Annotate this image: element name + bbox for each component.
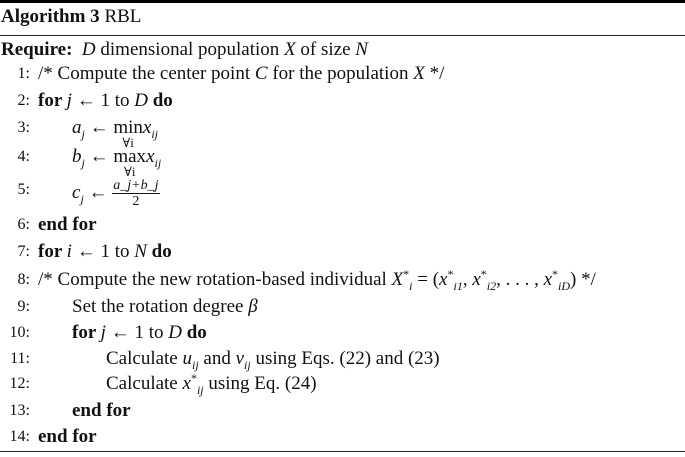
line-content (38, 62, 444, 86)
line-content (38, 240, 172, 264)
keyword: do (147, 90, 173, 111)
line-number: 4: (17, 148, 30, 165)
text: */ (424, 63, 445, 84)
math-symbol: * (403, 267, 410, 281)
math-symbol: N (134, 241, 147, 262)
text: /* Compute the new rotation-based individual (38, 269, 392, 290)
math-fraction (112, 178, 159, 209)
line-number: 12: (9, 375, 30, 392)
line-content (72, 399, 131, 423)
math-symbol: * (447, 267, 454, 281)
text: Calculate (106, 348, 183, 369)
math-symbol: j (81, 127, 85, 141)
math-operator (113, 116, 143, 150)
bottom-rule (0, 451, 685, 452)
line-number: 3: (17, 119, 30, 136)
fraction-numerator: a_j+b_j (113, 178, 159, 193)
text: ) */ (570, 269, 596, 290)
text: ← 1 to (71, 90, 135, 111)
text: , (462, 269, 473, 290)
keyword: for (72, 322, 101, 343)
line-number: 6: (17, 216, 30, 233)
math-symbol: x (182, 373, 191, 394)
math-symbol: ij (196, 383, 204, 397)
math-symbol: ij (154, 156, 162, 170)
math-symbol: X (284, 39, 296, 60)
text: using Eqs. (22) and (23) (250, 348, 440, 369)
math-symbol: β (248, 296, 258, 317)
text: using Eq. (24) (203, 373, 317, 394)
math-symbol: X (413, 63, 425, 84)
operator-subscript: ∀i (122, 135, 134, 150)
line-number: 10: (9, 324, 30, 341)
line-number: 11: (10, 350, 30, 367)
keyword: Require: (1, 39, 73, 60)
keyword: do (181, 322, 207, 343)
math-symbol: x (142, 117, 152, 138)
math-symbol: x (543, 269, 553, 290)
keyword: end for (38, 426, 97, 447)
operator: min (113, 117, 143, 138)
line-content (106, 372, 317, 396)
line-content (38, 89, 173, 113)
math-symbol: D (134, 90, 148, 111)
keyword: end for (72, 400, 131, 421)
math-symbol: N (355, 39, 368, 60)
line-number: 9: (17, 298, 30, 315)
operator: max (113, 146, 147, 167)
text: ← 1 to (71, 241, 135, 262)
math-symbol: * (190, 371, 197, 385)
text: dimensional population (95, 39, 285, 60)
math-symbol: b (72, 146, 82, 167)
line-content (38, 268, 596, 292)
text: Set the rotation degree (72, 296, 249, 317)
line-number: 8: (17, 271, 30, 288)
keyword: end for (38, 214, 97, 235)
algorithm-caption (1, 5, 141, 29)
math-symbol: i2 (486, 279, 497, 293)
math-symbol: C (254, 63, 268, 84)
math-symbol: x (146, 146, 155, 167)
text: Calculate (106, 373, 183, 394)
math-symbol: u (182, 348, 192, 369)
algorithm-label: Algorithm 3 (1, 6, 100, 27)
line-number: 7: (17, 243, 30, 260)
top-rule (0, 0, 685, 3)
text: ← 1 to (105, 322, 169, 343)
line-number: 5: (17, 181, 30, 198)
line-content (72, 178, 160, 209)
math-symbol: i1 (453, 279, 463, 293)
math-symbol: D (168, 322, 182, 343)
math-symbol: ij (192, 358, 199, 372)
math-symbol: * (552, 267, 559, 281)
math-symbol: i (409, 279, 413, 293)
line-content (38, 425, 97, 449)
line-content (1, 38, 368, 62)
line-content (72, 295, 258, 319)
line-content (72, 116, 159, 150)
math-symbol: a (72, 117, 82, 138)
text: ← (84, 146, 114, 167)
line-number: 14: (9, 428, 30, 445)
operator-subscript: ∀i (123, 164, 136, 179)
math-symbol: x (472, 269, 481, 290)
text: , . . . , (496, 269, 544, 290)
text: = ( (412, 269, 440, 290)
line-content (38, 213, 97, 237)
line-number: 2: (17, 92, 30, 109)
text: ← (84, 117, 114, 138)
line-content (72, 321, 207, 345)
keyword: for (38, 90, 67, 111)
line-content (106, 347, 440, 371)
text: for the population (267, 63, 414, 84)
line-number: 1: (17, 65, 30, 82)
text: and (198, 348, 236, 369)
math-symbol: iD (558, 279, 571, 293)
math-symbol: ij (244, 358, 251, 372)
line-number: 13: (9, 402, 30, 419)
algorithm-name: RBL (104, 6, 142, 27)
math-symbol: c (72, 181, 81, 203)
text: of size (295, 39, 356, 60)
keyword: for (38, 241, 67, 262)
line-content (72, 145, 162, 179)
text (72, 39, 82, 60)
text: ← (83, 181, 113, 203)
math-symbol: v (235, 348, 245, 369)
math-symbol: * (480, 267, 487, 281)
math-operator (113, 145, 147, 179)
math-symbol: X (391, 269, 404, 290)
math-symbol: j (66, 90, 72, 111)
keyword: do (146, 241, 172, 262)
math-symbol: j (81, 156, 85, 170)
math-symbol: i (66, 241, 72, 262)
fraction-denominator: 2 (132, 194, 140, 209)
math-symbol: j (100, 322, 106, 343)
math-symbol: x (439, 269, 448, 290)
math-symbol: D (81, 39, 96, 60)
caption-rule (0, 35, 685, 36)
text: /* Compute the center point (38, 63, 255, 84)
math-symbol: j (80, 191, 84, 206)
math-symbol: ij (151, 127, 159, 141)
